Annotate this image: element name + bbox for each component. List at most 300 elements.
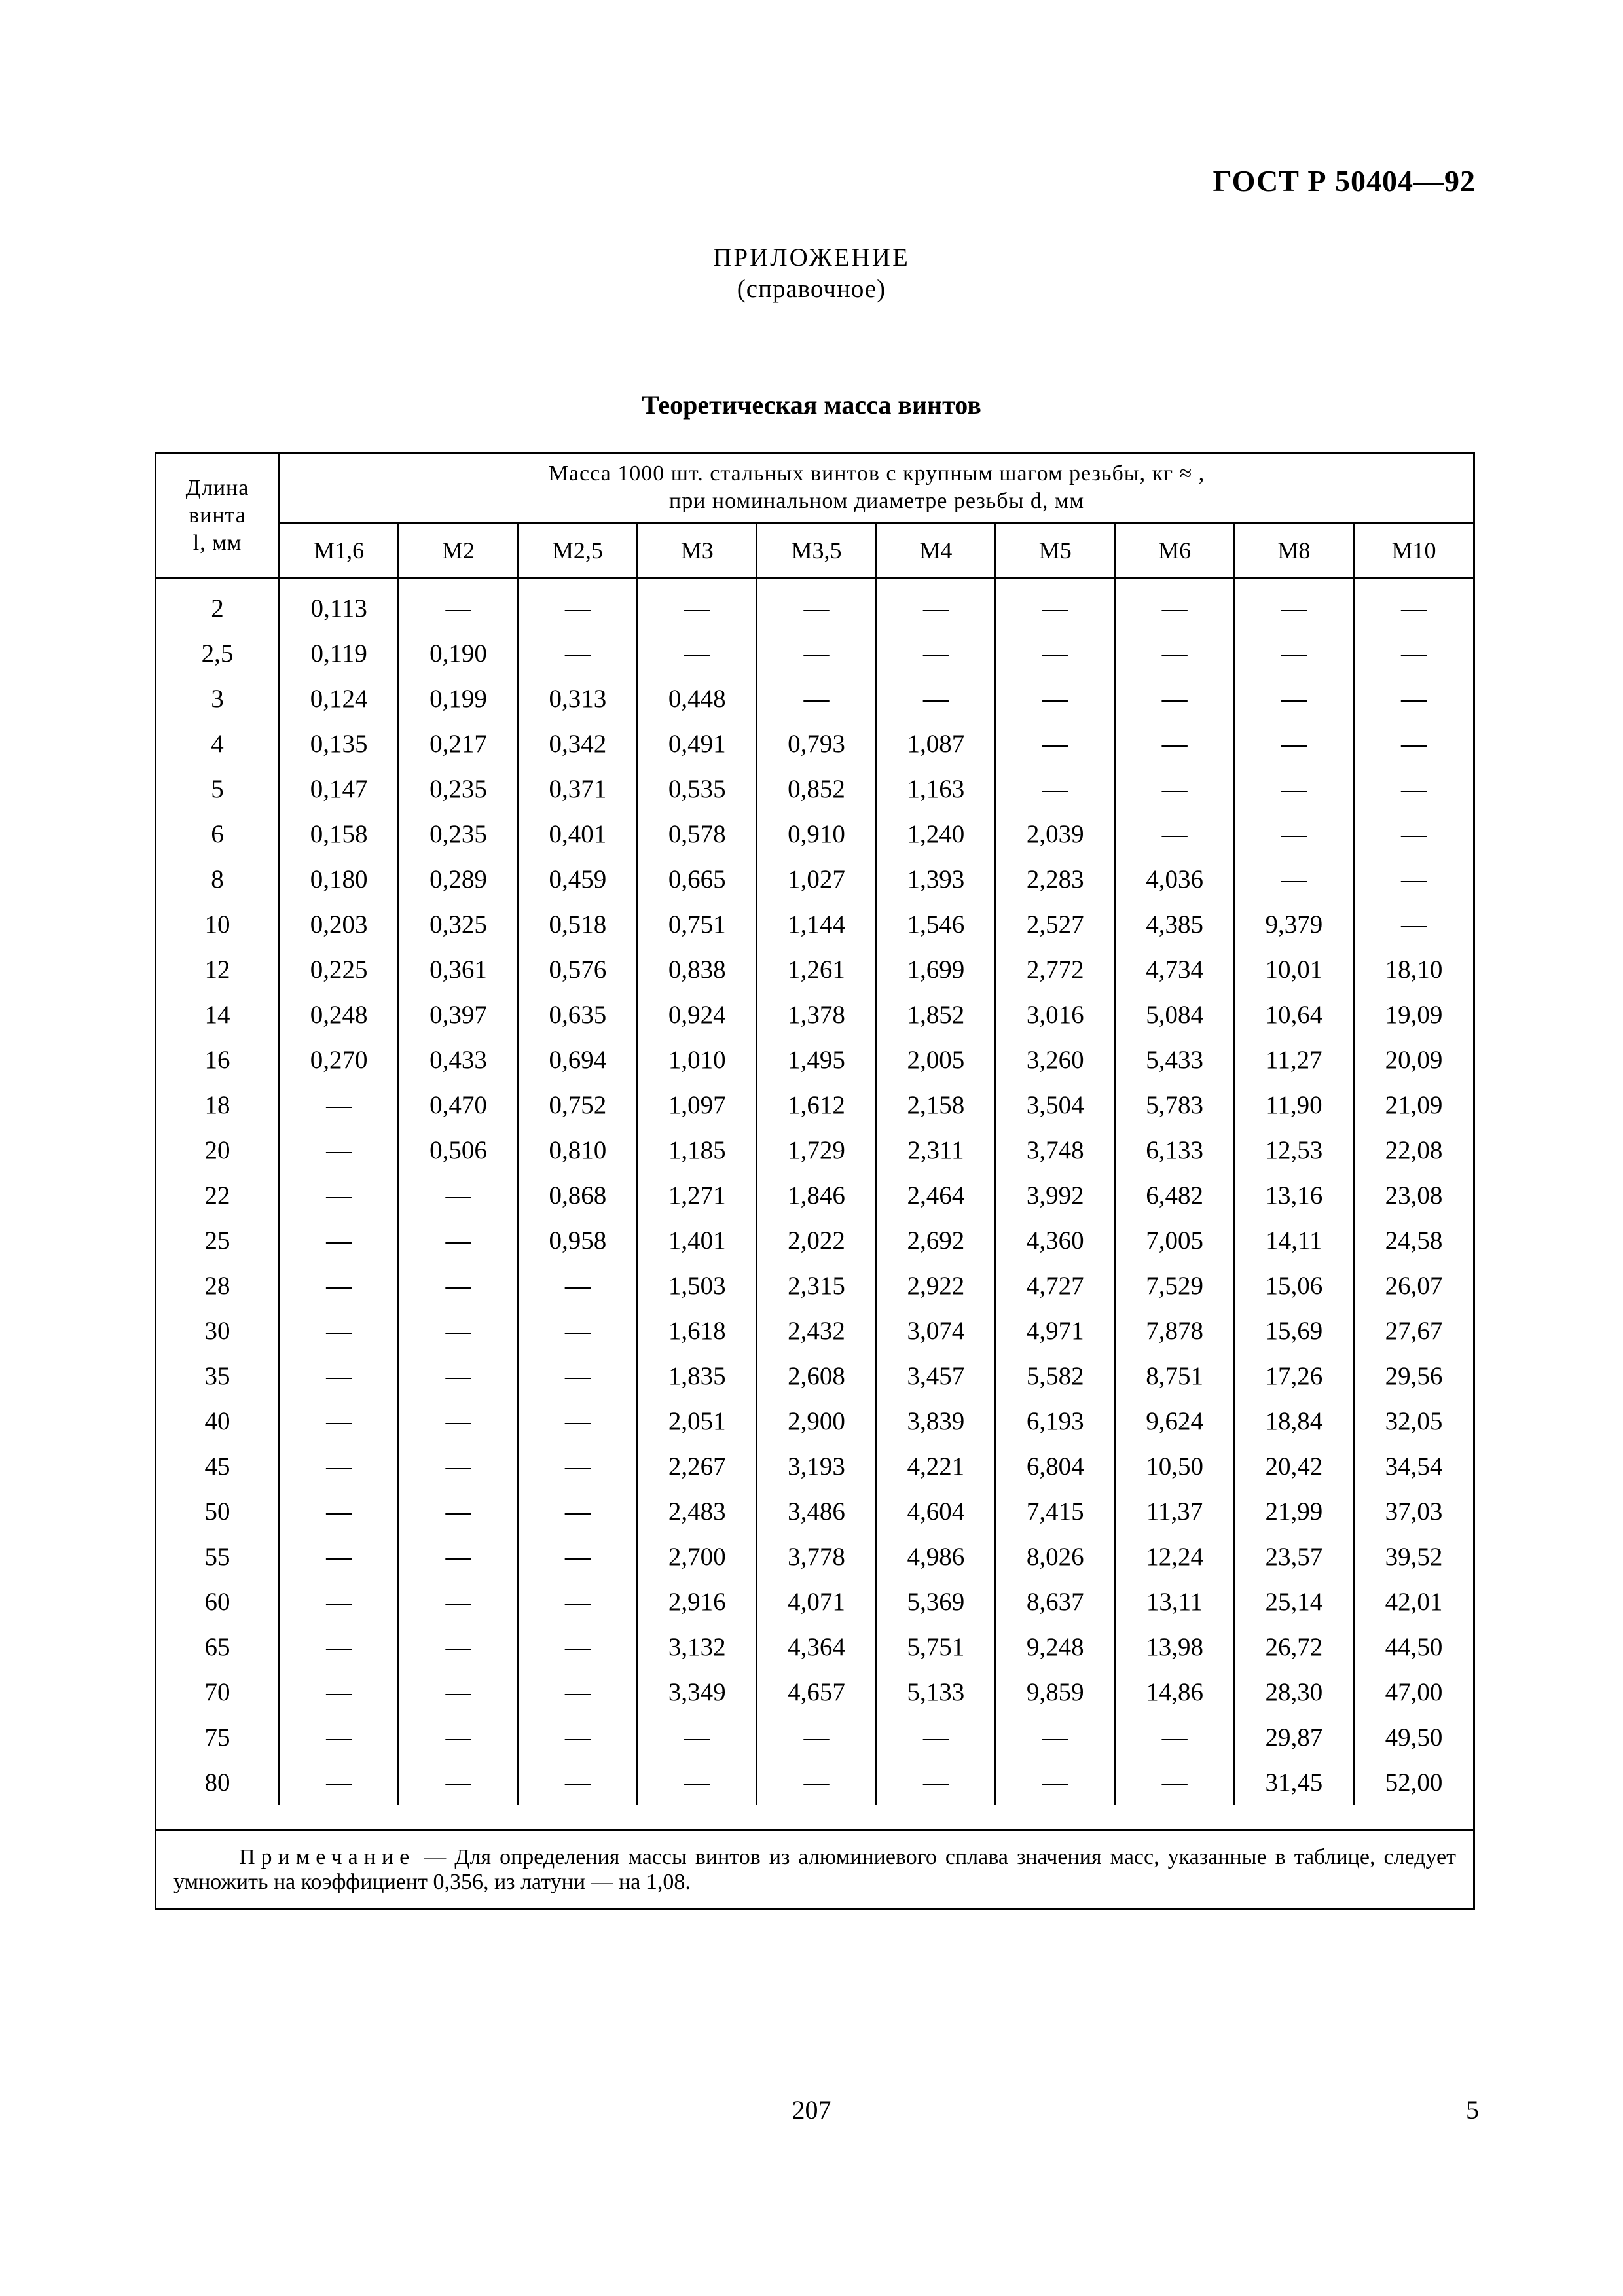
mass-cell: 0,694: [518, 1037, 637, 1083]
mass-cell: —: [1115, 631, 1234, 676]
mass-cell: 2,692: [876, 1218, 995, 1263]
mass-cell: —: [1115, 1760, 1234, 1805]
length-cell: 28: [204, 1272, 230, 1300]
mass-cell: 2,311: [876, 1128, 995, 1173]
mass-cell: 0,401: [518, 812, 637, 857]
mass-cell: 31,45: [1234, 1760, 1353, 1805]
separator-cell: [1115, 579, 1234, 586]
mass-cell: 0,180: [280, 857, 399, 902]
table-row: [156, 1760, 1473, 1805]
length-cell: 16: [204, 1046, 230, 1074]
table-row: [156, 1670, 1473, 1715]
mass-cell: 0,225: [280, 947, 399, 992]
size-header-cell: M3,5: [757, 523, 876, 579]
mass-cell: 2,916: [638, 1579, 757, 1624]
appendix-title: ПРИЛОЖЕНИЕ: [713, 243, 910, 272]
size-header-cell: M8: [1234, 523, 1353, 579]
mass-cell: 4,071: [757, 1579, 876, 1624]
mass-cell: 2,900: [757, 1399, 876, 1444]
mass-cell: 1,612: [757, 1083, 876, 1128]
appendix-subtitle: (справочное): [737, 275, 886, 303]
table-row: [156, 1399, 1473, 1444]
mass-cell: —: [399, 1715, 518, 1760]
mass-cell: —: [757, 586, 876, 631]
mass-cell: 1,546: [876, 902, 995, 947]
table-row: [156, 1083, 1473, 1128]
mass-cell: —: [996, 721, 1115, 766]
mass-cell: —: [1354, 631, 1473, 676]
mass-cell: —: [399, 1308, 518, 1354]
mass-cell: 1,010: [638, 1037, 757, 1083]
mass-cell: 20,42: [1234, 1444, 1353, 1489]
mass-cell: —: [1115, 1715, 1234, 1760]
mass-cell: —: [399, 1444, 518, 1489]
mass-cell: 2,283: [996, 857, 1115, 902]
mass-cell: 52,00: [1354, 1760, 1473, 1805]
mass-cell: —: [1115, 766, 1234, 812]
table-row: [156, 1354, 1473, 1399]
mass-cell: 49,50: [1354, 1715, 1473, 1760]
size-header-cell: M10: [1354, 523, 1473, 579]
mass-cell: 34,54: [1354, 1444, 1473, 1489]
mass-cell: 29,56: [1354, 1354, 1473, 1399]
mass-cell: 4,360: [996, 1218, 1115, 1263]
mass-cell: —: [1234, 766, 1353, 812]
mass-cell: 0,924: [638, 992, 757, 1037]
header-separator-row: [156, 579, 1473, 586]
table-title: Теоретическая масса винтов: [642, 390, 981, 420]
mass-cell: 2,464: [876, 1173, 995, 1218]
mass-cell: —: [280, 1624, 399, 1670]
mass-cell: 2,922: [876, 1263, 995, 1308]
table-row: [156, 992, 1473, 1037]
mass-cell: 4,221: [876, 1444, 995, 1489]
mass-cell: —: [1354, 676, 1473, 721]
table-row: [156, 812, 1473, 857]
table-row: [156, 721, 1473, 766]
mass-cell: —: [518, 1534, 637, 1579]
mass-cell: 1,378: [757, 992, 876, 1037]
mass-header-line: Масса 1000 шт. стальных винтов с крупным шагом резьбы, кг ≈ ,: [548, 461, 1205, 486]
separator-cell: [399, 579, 518, 586]
mass-cell: —: [280, 1760, 399, 1805]
mass-cell: 0,665: [638, 857, 757, 902]
length-cell: 4: [211, 730, 224, 758]
mass-cell: 4,364: [757, 1624, 876, 1670]
mass-cell: 5,783: [1115, 1083, 1234, 1128]
mass-cell: 26,07: [1354, 1263, 1473, 1308]
table-row: [156, 631, 1473, 676]
mass-cell: 29,87: [1234, 1715, 1353, 1760]
mass-cell: 0,433: [399, 1037, 518, 1083]
length-cell: 8: [211, 865, 224, 893]
mass-cell: 15,69: [1234, 1308, 1353, 1354]
mass-cell: —: [996, 1760, 1115, 1805]
size-header-cell: M4: [876, 523, 995, 579]
mass-cell: 4,986: [876, 1534, 995, 1579]
mass-cell: 0,199: [399, 676, 518, 721]
mass-cell: 0,158: [280, 812, 399, 857]
length-cell: 2: [211, 594, 224, 622]
length-cell: 6: [211, 820, 224, 848]
mass-cell: 0,203: [280, 902, 399, 947]
mass-cell: 0,910: [757, 812, 876, 857]
length-cell: 60: [204, 1588, 230, 1616]
mass-cell: 0,190: [399, 631, 518, 676]
mass-cell: 24,58: [1354, 1218, 1473, 1263]
size-header-row: [156, 523, 1473, 579]
separator-cell: [996, 579, 1115, 586]
mass-cell: 1,495: [757, 1037, 876, 1083]
length-cell: 75: [204, 1723, 230, 1751]
mass-cell: —: [280, 1534, 399, 1579]
mass-cell: 32,05: [1354, 1399, 1473, 1444]
mass-cell: —: [1354, 586, 1473, 631]
table-row: [156, 1534, 1473, 1579]
separator-cell: [638, 579, 757, 586]
mass-cell: —: [757, 1715, 876, 1760]
mass-cell: —: [1115, 676, 1234, 721]
length-cell: 10: [204, 910, 230, 939]
length-header: [156, 454, 280, 579]
mass-cell: 0,235: [399, 766, 518, 812]
table-row: [156, 1128, 1473, 1173]
table-row: [156, 1715, 1473, 1760]
mass-cell: 8,751: [1115, 1354, 1234, 1399]
mass-cell: 1,185: [638, 1128, 757, 1173]
separator-cell: [757, 579, 876, 586]
mass-cell: —: [757, 1760, 876, 1805]
mass-cell: —: [399, 1670, 518, 1715]
mass-cell: 39,52: [1354, 1534, 1473, 1579]
table-row: [156, 1624, 1473, 1670]
size-header-cell: M6: [1115, 523, 1234, 579]
mass-cell: —: [638, 586, 757, 631]
mass-cell: 1,401: [638, 1218, 757, 1263]
mass-cell: —: [1234, 812, 1353, 857]
mass-cell: —: [280, 1354, 399, 1399]
mass-cell: —: [280, 1308, 399, 1354]
mass-cell: 26,72: [1234, 1624, 1353, 1670]
mass-cell: 7,878: [1115, 1308, 1234, 1354]
mass-cell: 1,163: [876, 766, 995, 812]
mass-cell: 11,37: [1115, 1489, 1234, 1534]
mass-cell: 13,11: [1115, 1579, 1234, 1624]
mass-cell: 2,005: [876, 1037, 995, 1083]
mass-cell: 1,027: [757, 857, 876, 902]
mass-cell: 1,835: [638, 1354, 757, 1399]
mass-cell: —: [876, 631, 995, 676]
mass-cell: 5,084: [1115, 992, 1234, 1037]
table-row: [156, 676, 1473, 721]
mass-cell: —: [399, 1354, 518, 1399]
length-header-line: Длина: [185, 475, 249, 500]
mass-cell: 4,657: [757, 1670, 876, 1715]
mass-cell: —: [399, 1399, 518, 1444]
page-number-center: 207: [792, 2095, 831, 2125]
mass-cell: 3,839: [876, 1399, 995, 1444]
mass-cell: 0,124: [280, 676, 399, 721]
appendix-heading: [0, 242, 1623, 305]
mass-cell: —: [996, 766, 1115, 812]
mass-cell: —: [280, 1489, 399, 1534]
mass-cell: —: [280, 1173, 399, 1218]
mass-cell: 10,64: [1234, 992, 1353, 1037]
mass-cell: 0,135: [280, 721, 399, 766]
mass-cell: 2,608: [757, 1354, 876, 1399]
mass-cell: 0,248: [280, 992, 399, 1037]
mass-cell: 17,26: [1234, 1354, 1353, 1399]
mass-cell: 1,852: [876, 992, 995, 1037]
mass-cell: —: [518, 1354, 637, 1399]
mass-cell: 0,371: [518, 766, 637, 812]
mass-cell: —: [280, 1399, 399, 1444]
mass-cell: 4,971: [996, 1308, 1115, 1354]
mass-cell: —: [280, 1083, 399, 1128]
table-row: [156, 1308, 1473, 1354]
length-header-line: l, мм: [192, 530, 242, 555]
length-cell: 25: [204, 1227, 230, 1255]
size-header-cell: M5: [996, 523, 1115, 579]
mass-cell: 1,618: [638, 1308, 757, 1354]
mass-cell: 3,193: [757, 1444, 876, 1489]
mass-header-line: при номинальном диаметре резьбы d, мм: [669, 489, 1084, 513]
mass-cell: 0,838: [638, 947, 757, 992]
mass-cell: —: [757, 631, 876, 676]
mass-cell: 12,24: [1115, 1534, 1234, 1579]
mass-cell: 0,270: [280, 1037, 399, 1083]
mass-cell: 22,08: [1354, 1128, 1473, 1173]
mass-cell: —: [518, 1263, 637, 1308]
mass-cell: —: [638, 1715, 757, 1760]
mass-cell: 3,504: [996, 1083, 1115, 1128]
size-header-cell: M3: [638, 523, 757, 579]
mass-cell: 7,415: [996, 1489, 1115, 1534]
mass-cell: —: [1354, 721, 1473, 766]
mass-cell: 13,16: [1234, 1173, 1353, 1218]
table-row: [156, 1218, 1473, 1263]
mass-cell: —: [518, 1760, 637, 1805]
table-row: [156, 1173, 1473, 1218]
mass-cell: 0,635: [518, 992, 637, 1037]
mass-cell: 2,527: [996, 902, 1115, 947]
mass-cell: —: [876, 1715, 995, 1760]
mass-cell: 0,119: [280, 631, 399, 676]
mass-cell: 0,313: [518, 676, 637, 721]
mass-cell: —: [638, 1760, 757, 1805]
separator-cell: [1354, 579, 1473, 586]
mass-cell: 1,699: [876, 947, 995, 992]
separator-cell: [518, 579, 637, 586]
mass-cell: 0,491: [638, 721, 757, 766]
mass-cell: —: [1115, 586, 1234, 631]
mass-cell: —: [1354, 766, 1473, 812]
mass-cell: —: [518, 1670, 637, 1715]
mass-cell: 18,84: [1234, 1399, 1353, 1444]
mass-cell: 0,448: [638, 676, 757, 721]
mass-cell: 14,11: [1234, 1218, 1353, 1263]
mass-cell: 0,576: [518, 947, 637, 992]
mass-cell: —: [757, 676, 876, 721]
mass-cell: 10,50: [1115, 1444, 1234, 1489]
mass-table: [156, 454, 1473, 1805]
mass-table-frame: [155, 452, 1475, 1910]
mass-cell: 1,503: [638, 1263, 757, 1308]
mass-cell: 14,86: [1115, 1670, 1234, 1715]
mass-cell: —: [996, 676, 1115, 721]
mass-cell: 4,727: [996, 1263, 1115, 1308]
length-cell: 2,5: [201, 639, 234, 668]
page-number-right: 5: [1466, 2095, 1479, 2125]
mass-cell: 23,08: [1354, 1173, 1473, 1218]
mass-cell: 27,67: [1354, 1308, 1473, 1354]
mass-cell: —: [399, 1624, 518, 1670]
mass-cell: 3,349: [638, 1670, 757, 1715]
mass-cell: —: [280, 1444, 399, 1489]
length-header-line: винта: [189, 503, 246, 528]
table-row: [156, 766, 1473, 812]
mass-cell: 0,868: [518, 1173, 637, 1218]
mass-cell: —: [876, 676, 995, 721]
mass-cell: 3,778: [757, 1534, 876, 1579]
mass-cell: 0,289: [399, 857, 518, 902]
mass-cell: 3,457: [876, 1354, 995, 1399]
mass-cell: 2,267: [638, 1444, 757, 1489]
length-cell: 18: [204, 1091, 230, 1119]
mass-cell: 6,133: [1115, 1128, 1234, 1173]
mass-cell: —: [518, 1308, 637, 1354]
mass-cell: 9,379: [1234, 902, 1353, 947]
mass-cell: —: [399, 1760, 518, 1805]
mass-cell: 3,132: [638, 1624, 757, 1670]
mass-cell: 0,852: [757, 766, 876, 812]
mass-cell: —: [518, 1399, 637, 1444]
mass-cell: 2,315: [757, 1263, 876, 1308]
mass-header: [280, 454, 1474, 523]
mass-cell: 19,09: [1354, 992, 1473, 1037]
mass-cell: 10,01: [1234, 947, 1353, 992]
mass-cell: —: [399, 586, 518, 631]
mass-cell: —: [518, 1624, 637, 1670]
table-row: [156, 902, 1473, 947]
mass-cell: —: [518, 631, 637, 676]
mass-cell: 0,810: [518, 1128, 637, 1173]
mass-cell: 7,005: [1115, 1218, 1234, 1263]
mass-cell: —: [1234, 721, 1353, 766]
mass-cell: 18,10: [1354, 947, 1473, 992]
mass-cell: 5,582: [996, 1354, 1115, 1399]
length-cell: 40: [204, 1407, 230, 1435]
mass-cell: 2,039: [996, 812, 1115, 857]
mass-cell: 1,729: [757, 1128, 876, 1173]
mass-cell: 9,859: [996, 1670, 1115, 1715]
mass-cell: 8,637: [996, 1579, 1115, 1624]
mass-cell: 9,248: [996, 1624, 1115, 1670]
table-row: [156, 1489, 1473, 1534]
mass-cell: 7,529: [1115, 1263, 1234, 1308]
mass-cell: 0,752: [518, 1083, 637, 1128]
mass-cell: 0,535: [638, 766, 757, 812]
size-header-cell: M2,5: [518, 523, 637, 579]
note-lead: Примечание: [239, 1845, 416, 1869]
length-cell: 35: [204, 1362, 230, 1390]
mass-cell: 9,624: [1115, 1399, 1234, 1444]
table-row: [156, 1263, 1473, 1308]
mass-cell: 1,240: [876, 812, 995, 857]
length-cell: 50: [204, 1498, 230, 1526]
length-cell: 30: [204, 1317, 230, 1345]
mass-cell: —: [1115, 812, 1234, 857]
separator-cell: [156, 579, 280, 586]
mass-cell: 3,748: [996, 1128, 1115, 1173]
mass-cell: 25,14: [1234, 1579, 1353, 1624]
mass-cell: —: [638, 631, 757, 676]
length-cell: 14: [204, 1001, 230, 1029]
mass-cell: 0,958: [518, 1218, 637, 1263]
length-cell: 70: [204, 1678, 230, 1706]
mass-cell: 6,193: [996, 1399, 1115, 1444]
mass-cell: —: [280, 1128, 399, 1173]
mass-cell: 0,518: [518, 902, 637, 947]
mass-cell: —: [280, 1715, 399, 1760]
mass-cell: 2,051: [638, 1399, 757, 1444]
length-cell: 12: [204, 956, 230, 984]
mass-cell: 2,432: [757, 1308, 876, 1354]
mass-cell: 15,06: [1234, 1263, 1353, 1308]
mass-cell: 12,53: [1234, 1128, 1353, 1173]
mass-cell: 1,271: [638, 1173, 757, 1218]
mass-cell: —: [876, 586, 995, 631]
table-row: [156, 1579, 1473, 1624]
mass-cell: 1,087: [876, 721, 995, 766]
mass-cell: 2,772: [996, 947, 1115, 992]
mass-cell: 37,03: [1354, 1489, 1473, 1534]
mass-cell: 11,27: [1234, 1037, 1353, 1083]
separator-cell: [1234, 579, 1353, 586]
mass-cell: 4,734: [1115, 947, 1234, 992]
mass-cell: —: [399, 1263, 518, 1308]
mass-cell: 13,98: [1115, 1624, 1234, 1670]
table-row: [156, 1444, 1473, 1489]
table-body: [156, 586, 1473, 1805]
mass-cell: 42,01: [1354, 1579, 1473, 1624]
mass-cell: —: [399, 1489, 518, 1534]
mass-cell: —: [1234, 676, 1353, 721]
mass-cell: 5,751: [876, 1624, 995, 1670]
mass-cell: 6,482: [1115, 1173, 1234, 1218]
mass-cell: 0,506: [399, 1128, 518, 1173]
mass-cell: 0,793: [757, 721, 876, 766]
mass-cell: 3,016: [996, 992, 1115, 1037]
length-cell: 65: [204, 1633, 230, 1661]
table-row: [156, 1037, 1473, 1083]
mass-cell: —: [399, 1173, 518, 1218]
mass-cell: —: [1234, 857, 1353, 902]
table-row: [156, 947, 1473, 992]
mass-cell: 2,483: [638, 1489, 757, 1534]
mass-cell: 11,90: [1234, 1083, 1353, 1128]
mass-cell: 3,260: [996, 1037, 1115, 1083]
mass-cell: —: [1234, 586, 1353, 631]
mass-cell: 5,369: [876, 1579, 995, 1624]
mass-cell: —: [280, 1218, 399, 1263]
mass-cell: —: [1234, 631, 1353, 676]
length-cell: 20: [204, 1136, 230, 1164]
mass-cell: 4,385: [1115, 902, 1234, 947]
mass-cell: —: [876, 1760, 995, 1805]
mass-cell: 0,113: [280, 586, 399, 631]
mass-cell: 0,578: [638, 812, 757, 857]
